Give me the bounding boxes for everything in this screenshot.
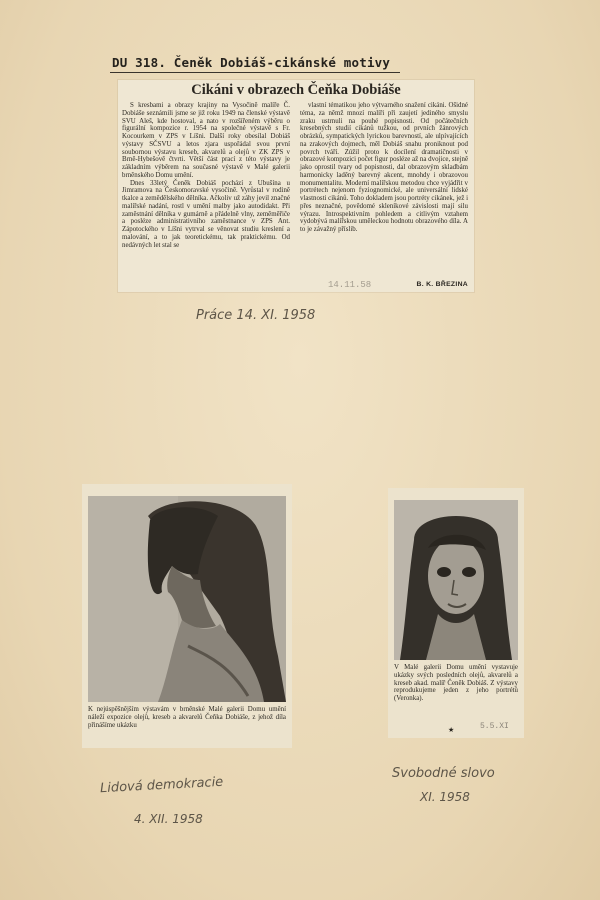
article-title: Cikáni v obrazech Čeňka Dobiáše [191,82,401,98]
star-mark: ★ [448,726,455,734]
header-underline [110,72,400,73]
article-column-left [122,102,290,249]
handwritten-date-right: XI. 1958 [420,790,470,804]
article-paragraph: S kresbami a obrazy krajiny na Vysočině malíře Č. Dobiáše seznámili jsme se již roku 1949 na členské výstavě SVU Aleš, kde hostoval, a nato v rozšířeném výběru o figurální kompozice r. 1954 na společné výstavě s Fr. Kocourkem v ZPS v Líšni. Další roky obesílal Dobiáš výstavy SČSVU a letos zjara uspořádal svou první soubornou výstavu kreseb, akvarelů a olejů v ZK ZPS v Brně-Hybešově čtvrti. Větší část prací z této výstavy je základním výběrem na současné výstavě v Malé galerii brněnského Domu umění. [122,102,290,179]
newspaper-clipping-article [118,80,474,292]
newspaper-clipping-right [388,488,524,738]
article-columns [122,102,470,288]
handwritten-date-left: 4. XII. 1958 [134,812,203,826]
frontal-portrait-illustration [394,500,518,660]
stamp-date: 14.11.58 [328,280,372,290]
profile-portrait-illustration [88,496,286,702]
handwritten-source-right: Svobodné slovo [392,766,495,781]
article-column-right [300,102,468,234]
archive-header: DU 318. Čeněk Dobiáš-cikánské motivy [112,55,391,70]
handwritten-source-left: Lidová demokracie [99,774,224,797]
article-byline: B. K. BŘEZINA [416,281,468,288]
handwritten-source-top: Práce 14. XI. 1958 [196,308,316,323]
article-paragraph: Dnes 33letý Čeněk Dobiáš pochází z Ubušína u Jimramova na Českomoravské vysočině. Vyrůstal v rodině tkalce a zemědělského dělníka. Ačkoliv už záhy jevil značné malířské nadání, rostl v umění malby jako autodidakt. Při zaměstnání dělníka v gumárně a přádelně vlny, zeměměřiče a posléze administrativního zaměstnance v ZPS Ant. Zápotockého v Líšni vytrval se věnovat studiu kreslení a malování, a to jak teoretickému, tak praktickému. Od nedávných let stal se [122,179,290,249]
newspaper-clipping-left [82,484,292,748]
stamp-date-right: 5.5.XI [480,722,509,731]
photo-caption-left: K nejúspěšnějším výstavám v brněnské Malé galerii Domu umění náleží expozice olejů, kreseb a akvarelů Čeňka Dobiáše, z jehož díla přinášíme ukázku [88,706,286,729]
painting-photo-veronka [394,500,518,660]
photo-caption-right: V Malé galerii Domu umění vystavuje ukázky svých posledních olejů, akvarelů a kreseb akad. malíř Čeněk Dobiáš. Z výstavy reprodukujeme jeden z jeho portrétů (Veronka). [394,664,518,703]
article-paragraph: vlastní tématikou jeho výtvarného snažení cikáni. Ošidné téma, za němž mnozí malíři při zaujetí jediného smyslu zraku ustrnuli na pouhé popisnosti. Od počátečních kresebných studií cikánů tužkou, od prvních žánrových obrázků, sympatických lyrickou barevností, ale ulpívajících na zrakových dojmech, měl Dobiáš snahu proniknout pod povrch tváří. Zúžil proto k docílení dramatičnosti v obrazové kompozici počet figur posléze až na dvojice, stejně jako oprostil tvary od popisnosti, dal obrazovým skladbám harmonicky laděný barevný akcent, mnohdy i obrazovou monumentalitu. Moderní malířskou metodou chce vyjádřit v portrétech nejenom fyziognomické, ale universální lidské vlastnosti cikánů. Toho dokladem jsou portréty cikánek, jež i přes neznačné, povědomé skleníkové závislosti mají silu výrazu. Introspektivním pohledem a citlivým vztahem vydobývá malířskou uměleckou hodnotu obrazového díla. A to je závažný příslib. [300,102,468,233]
painting-photo-profile [88,496,286,702]
